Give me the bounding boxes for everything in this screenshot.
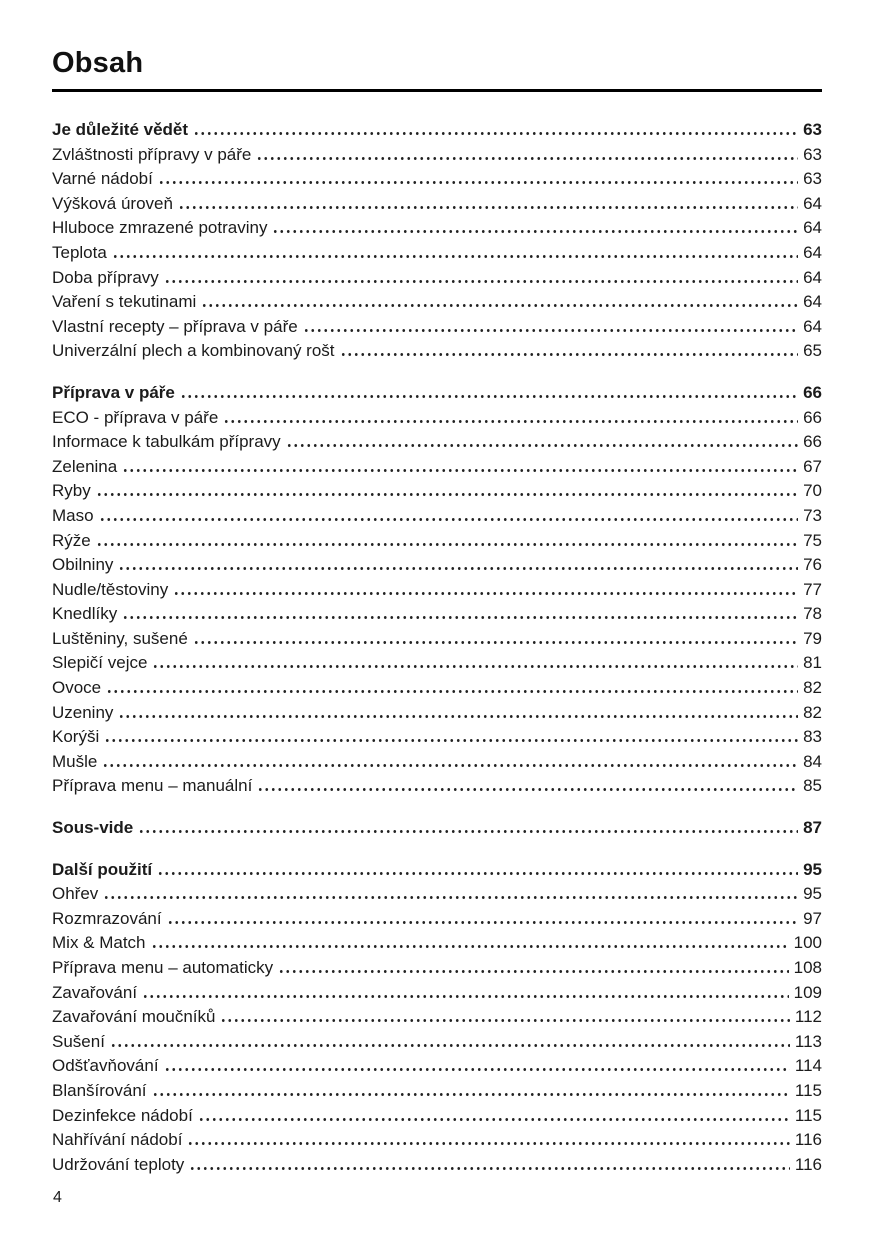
toc-entry: [52, 315, 822, 340]
toc-entry-page: 66: [803, 432, 822, 452]
toc-entry-label: Blanšírování: [52, 1080, 147, 1100]
toc-entry-page: 114: [794, 1056, 822, 1076]
toc-entry-label: Mušle: [52, 751, 98, 771]
dot-leader: [102, 764, 798, 767]
toc-entry-label: Vlastní recepty – příprava v páře: [52, 316, 298, 336]
toc-entry-label: Rozmrazování: [52, 908, 162, 928]
toc-entry-page: 65: [803, 341, 822, 361]
toc-entry-label: Příprava menu – automaticky: [52, 958, 274, 977]
toc-entry-label: Sušení: [52, 1031, 105, 1051]
dot-leader: [193, 132, 798, 135]
toc-entry-page: 78: [803, 604, 822, 624]
toc-entry-label: ECO - příprava v páře: [52, 407, 219, 427]
toc-entry-page: 115: [794, 1105, 822, 1125]
dot-leader: [173, 592, 798, 595]
toc-entry-label: Mix & Match: [52, 933, 146, 953]
dot-leader: [303, 329, 798, 332]
toc-entry: [52, 981, 822, 1006]
toc-entry-page: 67: [803, 456, 822, 476]
toc-entry-page: 66: [803, 407, 822, 427]
toc-entry-page: 100: [793, 933, 822, 953]
title-divider: [52, 89, 822, 92]
dot-leader: [157, 872, 798, 875]
dot-leader: [122, 469, 798, 472]
toc-entry-page: 85: [803, 776, 822, 796]
toc-entry: [52, 1054, 822, 1079]
toc-entry-label: Zavařování: [52, 982, 138, 1002]
toc-entry: [52, 192, 822, 217]
toc-entry-page: 97: [803, 908, 822, 928]
dot-leader: [106, 690, 798, 693]
toc-section: [52, 381, 822, 799]
toc-entry: [52, 816, 822, 841]
toc-entry-page: 66: [803, 382, 822, 402]
toc-entry-label: Maso: [52, 505, 94, 525]
dot-leader: [220, 1019, 789, 1022]
toc-entry: [52, 602, 822, 627]
toc-entry-label: Ohřev: [52, 884, 99, 904]
toc-entry-page: 64: [803, 193, 822, 213]
dot-leader: [272, 230, 798, 233]
dot-leader: [110, 1044, 790, 1047]
toc-entry: [52, 1005, 822, 1030]
toc-entry-page: 82: [803, 678, 822, 698]
toc-entry: [52, 1128, 822, 1153]
toc-entry: [52, 455, 822, 480]
dot-leader: [158, 181, 798, 184]
toc-section: [52, 858, 822, 1178]
toc-entry-page: 115: [794, 1080, 822, 1100]
toc-entry-label: Ovoce: [52, 678, 102, 698]
dot-leader: [256, 157, 798, 160]
toc-entry: [52, 750, 822, 775]
toc-entry-page: 83: [803, 727, 822, 747]
toc-entry-label: Teplota: [52, 242, 107, 262]
toc-entry: [52, 578, 822, 603]
toc-entry: [52, 1104, 822, 1129]
toc-entry-page: 81: [803, 653, 822, 673]
dot-leader: [167, 921, 798, 924]
toc-entry-label: Varné nádobí: [52, 169, 153, 189]
toc-entry-page: 95: [803, 884, 822, 904]
toc-entry-label: Vaření s tekutinami: [52, 292, 197, 312]
toc-entry-label: Dezinfekce nádobí: [52, 1105, 193, 1125]
toc-entry-label: Hluboce zmrazené potraviny: [52, 218, 268, 238]
toc-entry: [52, 1079, 822, 1104]
toc-entry-label: Zavařování moučníků: [52, 1007, 216, 1027]
toc-entry: [52, 676, 822, 701]
table-of-contents: [52, 118, 822, 1177]
toc-entry-page: 75: [803, 530, 822, 550]
dot-leader: [152, 1093, 790, 1096]
toc-entry-label: Informace k tabulkám přípravy: [52, 432, 281, 452]
dot-leader: [122, 616, 798, 619]
toc-entry-label: Další použití: [52, 859, 153, 879]
toc-entry: [52, 725, 822, 750]
toc-entry: [52, 479, 822, 504]
toc-entry-label: Příprava menu – manuální: [52, 776, 253, 796]
toc-entry-label: Korýši: [52, 727, 100, 747]
dot-leader: [138, 830, 798, 833]
toc-entry-page: 63: [803, 120, 822, 139]
toc-entry: [52, 774, 822, 799]
toc-entry-label: Nudle/těstoviny: [52, 579, 169, 599]
dot-leader: [104, 739, 798, 742]
toc-entry-page: 82: [803, 702, 822, 722]
toc-entry-page: 109: [793, 982, 822, 1002]
toc-entry-label: Ryby: [52, 481, 91, 501]
toc-entry-page: 64: [803, 292, 822, 312]
toc-entry-page: 73: [803, 505, 822, 525]
toc-entry-page: 87: [803, 818, 822, 838]
toc-entry-page: 77: [803, 579, 822, 599]
toc-entry-page: 64: [803, 267, 822, 287]
toc-entry-page: 64: [803, 218, 822, 238]
dot-leader: [118, 715, 798, 718]
dot-leader: [178, 206, 798, 209]
toc-entry-label: Univerzální plech a kombinovaný rošt: [52, 341, 335, 361]
toc-entry-page: 76: [803, 555, 822, 575]
toc-entry: [52, 553, 822, 578]
dot-leader: [340, 353, 799, 356]
toc-entry: [52, 290, 822, 315]
toc-entry: [52, 339, 822, 364]
toc-entry: [52, 381, 822, 406]
toc-entry-label: Luštěniny, sušené: [52, 628, 188, 648]
toc-entry: [52, 430, 822, 455]
toc-entry: [52, 701, 822, 726]
toc-entry-page: 63: [803, 169, 822, 189]
toc-entry-page: 112: [794, 1007, 822, 1027]
toc-entry-label: Výšková úroveň: [52, 193, 173, 213]
toc-entry: [52, 1030, 822, 1055]
dot-leader: [164, 1068, 790, 1071]
toc-entry-label: Doba přípravy: [52, 267, 159, 287]
toc-entry-label: Slepičí vejce: [52, 653, 148, 673]
toc-entry: [52, 143, 822, 168]
dot-leader: [142, 995, 789, 998]
toc-entry-label: Rýže: [52, 530, 91, 550]
toc-entry-label: Udržování teploty: [52, 1154, 185, 1174]
toc-entry-label: Je důležité vědět: [52, 120, 189, 139]
toc-entry-label: Nahřívání nádobí: [52, 1130, 183, 1150]
dot-leader: [151, 945, 789, 948]
toc-entry: [52, 118, 822, 143]
toc-entry: [52, 216, 822, 241]
toc-section: [52, 816, 822, 841]
page-title: Obsah: [52, 47, 144, 79]
toc-entry: [52, 167, 822, 192]
toc-entry-page: 113: [794, 1031, 822, 1051]
toc-entry-label: Obilniny: [52, 555, 114, 575]
toc-entry: [52, 406, 822, 431]
toc-entry-page: 84: [803, 751, 822, 771]
toc-entry-label: Odšťavňování: [52, 1056, 159, 1076]
dot-leader: [103, 896, 798, 899]
toc-entry-label: Sous-vide: [52, 818, 134, 838]
dot-leader: [257, 788, 798, 791]
toc-entry-label: Uzeniny: [52, 702, 114, 722]
dot-leader: [286, 444, 798, 447]
toc-entry-label: Zelenina: [52, 456, 118, 476]
toc-entry-page: 79: [803, 628, 822, 648]
toc-entry-label: Knedlíky: [52, 604, 118, 624]
toc-entry: [52, 529, 822, 554]
dot-leader: [201, 304, 798, 307]
dot-leader: [180, 395, 798, 398]
dot-leader: [99, 518, 799, 521]
toc-entry: [52, 651, 822, 676]
toc-entry: [52, 931, 822, 956]
toc-entry-page: 116: [794, 1154, 822, 1174]
toc-entry-label: Příprava v páře: [52, 382, 175, 402]
toc-entry: [52, 1153, 822, 1178]
page-number: 4: [53, 1189, 62, 1206]
toc-entry-page: 63: [803, 144, 822, 164]
dot-leader: [223, 420, 798, 423]
dot-leader: [152, 665, 798, 668]
toc-entry-page: 64: [803, 316, 822, 336]
toc-entry: [52, 907, 822, 932]
toc-entry-page: 116: [794, 1130, 822, 1150]
toc-entry-page: 95: [803, 859, 822, 879]
dot-leader: [118, 567, 798, 570]
dot-leader: [96, 493, 798, 496]
dot-leader: [278, 970, 789, 973]
toc-entry: [52, 504, 822, 529]
dot-leader: [96, 543, 798, 546]
toc-entry: [52, 956, 822, 981]
toc-entry-label: Zvláštnosti přípravy v páře: [52, 144, 252, 164]
toc-section: [52, 118, 822, 364]
toc-entry-page: 70: [803, 481, 822, 501]
dot-leader: [164, 280, 798, 283]
dot-leader: [189, 1167, 790, 1170]
toc-entry: [52, 241, 822, 266]
dot-leader: [187, 1142, 789, 1145]
dot-leader: [193, 641, 798, 644]
toc-entry-page: 64: [803, 242, 822, 262]
toc-entry-page: 108: [793, 958, 822, 977]
toc-entry: [52, 858, 822, 883]
dot-leader: [198, 1118, 790, 1121]
dot-leader: [112, 255, 798, 258]
toc-entry: [52, 882, 822, 907]
toc-entry: [52, 627, 822, 652]
toc-entry: [52, 266, 822, 291]
